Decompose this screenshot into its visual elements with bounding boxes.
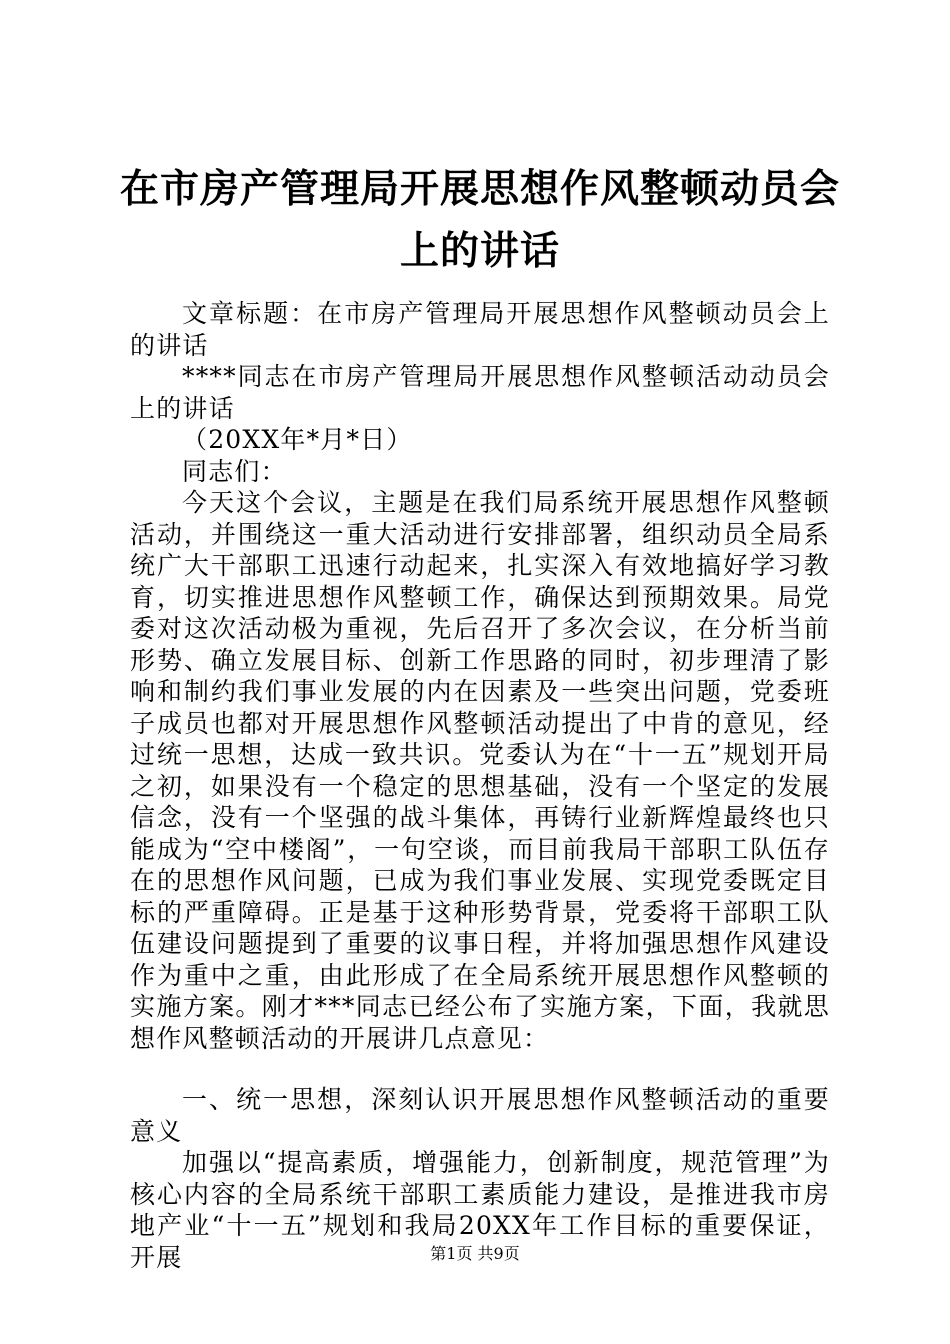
- paragraph-intro: 今天这个会议，主题是在我们局系统开展思想作风整顿活动，并围绕这一重大活动进行安排部署，组织动员全局系统广大干部职工迅速行动起来，扎实深入有效地搞好学习教育，切实推进思想作风整顿工作，确保达到预期效果。局党委对这次活动极为重视，先后召开了多次会议，在分析当前形势、确立发展目标、创新工作思路的同时，初步理清了影响和制约我们事业发展的内在因素及一些突出问题，党委班子成员也都对开展思想作风整顿活动提出了中肯的意见，经过统一思想，达成一致共识。党委认为在“十一五”规划开局之初，如果没有一个稳定的思想基础，没有一个坚定的发展信念，没有一个坚强的战斗集体，再铸行业新辉煌最终也只能成为“空中楼阁”，一句空谈，而目前我局干部职工队伍存在的思想作风问题，已成为我们事业发展、实现党委既定目标的严重障碍。正是基于这种形势背景，党委将干部职工队伍建设问题提到了重要的议事日程，并将加强思想作风建设作为重中之重，由此形成了在全局系统开展思想作风整顿的实施方案。刚才***同志已经公布了实施方案，下面，我就思想作风整顿活动的开展讲几点意见：: [130, 488, 830, 1053]
- paragraph-section-1: 加强以“提高素质，增强能力，创新制度，规范管理”为核心内容的全局系统干部职工素质能力建设，是推进我市房地产业“十一五”规划和我局20XX年工作目标的重要保证，开展: [130, 1148, 830, 1272]
- paragraph-speaker: ****同志在市房产管理局开展思想作风整顿活动动员会上的讲话: [130, 362, 830, 423]
- page-footer: 第1页 共9页: [430, 1244, 520, 1263]
- paragraph-date: （20XX年*月*日）: [182, 425, 413, 454]
- section-heading-1: 一、统一思想，深刻认识开展思想作风整顿活动的重要意义: [130, 1085, 830, 1146]
- paragraph-article-title: 文章标题：在市房产管理局开展思想作风整顿动员会上的讲话: [130, 299, 830, 360]
- document-title: 在市房产管理局开展思想作风整顿动员会上的讲话: [120, 166, 841, 274]
- document-body: [130, 298, 830, 1273]
- paragraph-salutation: 同志们：: [182, 456, 287, 486]
